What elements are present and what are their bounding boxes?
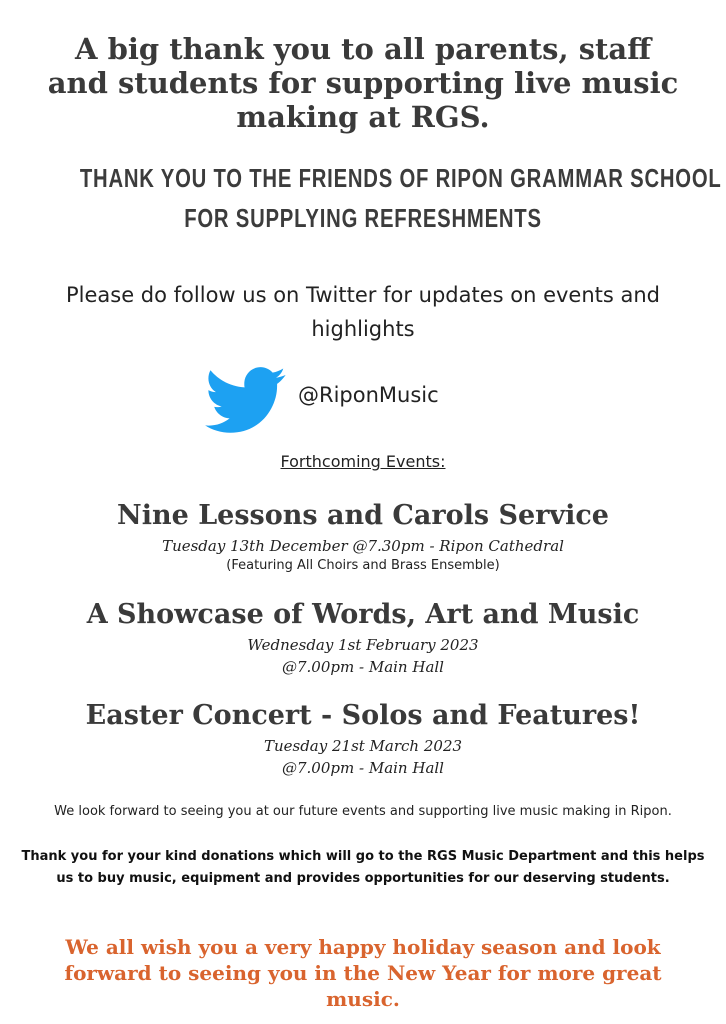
friends-line-2: FOR SUPPLYING REFRESHMENTS [184, 203, 542, 233]
event-note: (Featuring All Choirs and Brass Ensemble) [226, 558, 500, 573]
donations-text: Thank you for your kind donations which will go to the RGS Music Department and this helps us to buy music, equipment and provides opportunities for our deserving students. [21, 849, 705, 886]
event-title: Easter Concert - Solos and Features! [85, 700, 641, 731]
twitter-bird-icon[interactable] [205, 366, 287, 436]
forthcoming-heading-text: Forthcoming Events: [280, 452, 446, 471]
event-title: A Showcase of Words, Art and Music [86, 599, 640, 630]
look-forward-text: We look forward to seeing you at our future events and supporting live music making in Ripon. [54, 804, 672, 819]
twitter-handle[interactable]: @RiponMusic [298, 383, 439, 407]
holiday-wishes: We all wish you a very happy holiday season and look forward to seeing you in the New Year for more great music. [64, 935, 662, 1011]
event-date: Tuesday 13th December @7.30pm - Ripon Cathedral [162, 537, 564, 555]
forthcoming-heading [0, 452, 726, 471]
event-date: Wednesday 1st February 2023 [247, 636, 479, 654]
event-time-venue: @7.00pm - Main Hall [282, 759, 444, 777]
event-time-venue: @7.00pm - Main Hall [282, 658, 444, 676]
twitter-prompt: Please do follow us on Twitter for updates on events and highlights [65, 283, 661, 341]
event-title: Nine Lessons and Carols Service [117, 500, 609, 531]
event-date: Tuesday 21st March 2023 [263, 737, 463, 755]
friends-line-1: THANK YOU TO THE FRIENDS OF RIPON GRAMMAR SCHOOL [79, 163, 722, 193]
headline: A big thank you to all parents, staff and students for supporting live music making at RGS. [47, 32, 679, 134]
friends-thank-you [79, 158, 722, 238]
